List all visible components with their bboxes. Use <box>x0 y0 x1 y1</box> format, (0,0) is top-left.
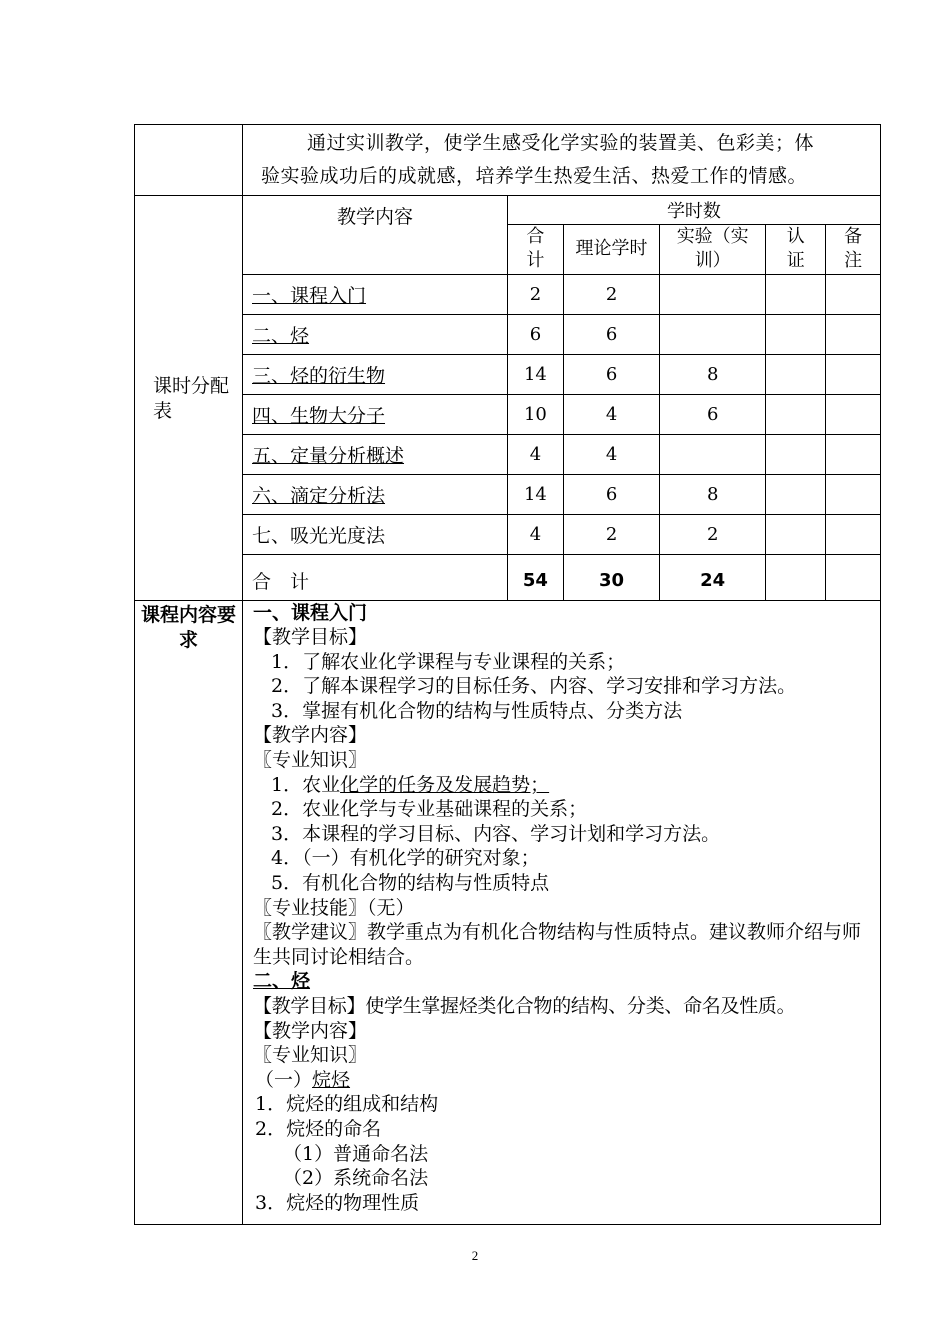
lab-cell: 8 <box>660 474 766 514</box>
goal-item-3: 3．掌握有机化合物的结构与性质特点、分类方法 <box>271 699 683 722</box>
alkane-item-3: 3．烷烃的物理性质 <box>255 1191 420 1214</box>
col-total-header <box>507 224 563 274</box>
alkane-item-2-2: （2）系统命名法 <box>283 1167 429 1190</box>
knowledge-item-1 <box>253 773 876 798</box>
skill-line: 〖专业技能〗（无） <box>253 896 415 919</box>
topic-cell <box>243 394 507 434</box>
col-note-header <box>826 224 880 274</box>
intro-label-cell <box>135 125 243 196</box>
note-cell <box>826 354 880 394</box>
col-theory-header <box>563 224 659 274</box>
theory-cell: 6 <box>563 314 659 354</box>
col-theory-text: 理论学时 <box>575 238 648 259</box>
knowledge-item-1-prefix: 1．农业 <box>271 773 341 796</box>
sum-theory: 30 <box>563 554 659 600</box>
sum-label: 合 计 <box>243 554 507 600</box>
cert-cell <box>766 354 826 394</box>
col-lab-header <box>660 224 766 274</box>
topic-text: 一、课程入门 <box>252 284 367 307</box>
intro-line-1: 通过实训教学，使学生感受化学实验的装置美、色彩美；体 <box>307 132 815 154</box>
total-cell: 14 <box>507 474 563 514</box>
lab-cell: 6 <box>660 394 766 434</box>
note-cell <box>826 314 880 354</box>
goal-item-2: 2．了解本课程学习的目标任务、内容、学习安排和学习方法。 <box>271 675 797 698</box>
schedule-row <box>243 474 880 514</box>
goal-line-2: 【教学目标】使学生掌握烃类化合物的结构、分类、命名及性质。 <box>253 995 796 1017</box>
cert-cell <box>766 274 826 314</box>
note-cell <box>826 434 880 474</box>
schedule-sum-row <box>243 554 880 600</box>
page-number: 2 <box>471 1248 479 1263</box>
note-cell <box>826 394 880 434</box>
topic-text: 二、烃 <box>252 324 310 347</box>
sum-total: 54 <box>507 554 563 600</box>
knowledge-tag-2: 〖专业知识〗 <box>253 1044 368 1067</box>
col-lab-text: 实验（实训） <box>676 226 749 271</box>
topic-cell <box>243 474 507 514</box>
lab-cell <box>660 434 766 474</box>
requirements-label <box>135 600 243 1224</box>
lab-cell: 8 <box>660 354 766 394</box>
col-total-text: 合计 <box>526 226 545 271</box>
goal-item-1: 1．了解农业化学课程与专业课程的关系； <box>271 650 626 673</box>
schedule-row <box>243 274 880 314</box>
theory-cell: 2 <box>563 514 659 554</box>
alkane-item-2: 2．烷烃的命名 <box>255 1117 382 1140</box>
lab-cell <box>660 274 766 314</box>
topic-cell <box>243 274 507 314</box>
cert-cell <box>766 394 826 434</box>
schedule-cell <box>243 196 881 601</box>
note-cell <box>826 274 880 314</box>
intro-text <box>243 125 881 196</box>
schedule-row <box>243 394 880 434</box>
topic-text: 七、吸光光度法 <box>252 524 386 547</box>
topic-cell <box>243 354 507 394</box>
knowledge-tag: 〖专业知识〗 <box>253 749 368 772</box>
cert-cell <box>766 514 826 554</box>
sum-lab: 24 <box>660 554 766 600</box>
content-tag: 【教学内容】 <box>253 724 368 747</box>
course-table <box>134 124 881 1225</box>
note-cell <box>826 514 880 554</box>
knowledge-item-4: 4．（一）有机化学的研究对象； <box>271 847 540 870</box>
schedule-row <box>243 314 880 354</box>
total-cell: 10 <box>507 394 563 434</box>
cert-cell <box>766 314 826 354</box>
total-cell: 4 <box>507 434 563 474</box>
requirements-content <box>243 600 881 1224</box>
section-heading-2: 二、烃 <box>253 970 311 993</box>
col-note-text: 备注 <box>844 226 863 271</box>
alkane-item-2-1: （1）普通命名法 <box>283 1142 429 1165</box>
schedule-row <box>243 514 880 554</box>
sum-cert <box>766 554 826 600</box>
theory-cell: 2 <box>563 274 659 314</box>
topic-text: 六、滴定分析法 <box>252 484 386 507</box>
alkane-item-1: 1．烷烃的组成和结构 <box>255 1093 439 1116</box>
schedule-row <box>243 434 880 474</box>
topic-cell <box>243 434 507 474</box>
topic-text: 四、生物大分子 <box>252 404 386 427</box>
subsection-alkane <box>253 1068 876 1093</box>
hours-header: 学时数 <box>507 196 880 224</box>
advice-paragraph: 〖教学建议〗教学重点为有机化合物结构与性质特点。建议教师介绍与师生共同讨论相结合。 <box>253 921 862 968</box>
total-cell: 6 <box>507 314 563 354</box>
note-cell <box>826 474 880 514</box>
subsection-prefix: （一） <box>255 1068 313 1091</box>
schedule-table <box>243 196 880 600</box>
topic-cell <box>243 514 507 554</box>
col-cert-text: 认证 <box>786 226 805 271</box>
theory-cell: 4 <box>563 394 659 434</box>
cert-cell <box>766 474 826 514</box>
schedule-row <box>243 354 880 394</box>
theory-cell: 4 <box>563 434 659 474</box>
topic-text: 五、定量分析概述 <box>252 444 405 467</box>
total-cell: 4 <box>507 514 563 554</box>
cert-cell <box>766 434 826 474</box>
lab-cell <box>660 314 766 354</box>
col-cert-header <box>766 224 826 274</box>
sum-note <box>826 554 880 600</box>
lab-cell: 2 <box>660 514 766 554</box>
topic-text: 三、烃的衍生物 <box>252 364 386 387</box>
total-cell: 14 <box>507 354 563 394</box>
knowledge-item-2: 2．农业化学与专业基础课程的关系； <box>271 798 588 821</box>
theory-cell: 6 <box>563 474 659 514</box>
schedule-label-text: 课时分配表 <box>153 374 230 422</box>
goal-tag: 【教学目标】 <box>253 626 368 649</box>
total-cell: 2 <box>507 274 563 314</box>
knowledge-item-3: 3．本课程的学习目标、内容、学习计划和学习方法。 <box>271 822 721 845</box>
theory-cell: 6 <box>563 354 659 394</box>
knowledge-item-1-underlined: 化学的任务及发展趋势； <box>340 773 550 796</box>
intro-line-2: 验实验成功后的成就感，培养学生热爱生活、热爱工作的情感。 <box>261 165 808 187</box>
knowledge-item-5: 5．有机化合物的结构与性质特点 <box>271 872 550 895</box>
schedule-label <box>135 196 243 601</box>
subsection-title: 烷烃 <box>312 1068 351 1091</box>
content-header: 教学内容 <box>243 196 507 274</box>
topic-cell <box>243 314 507 354</box>
content-tag-2: 【教学内容】 <box>253 1019 368 1042</box>
requirements-label-text: 课程内容要求 <box>140 603 236 651</box>
section-heading-1: 一、课程入门 <box>253 601 368 624</box>
